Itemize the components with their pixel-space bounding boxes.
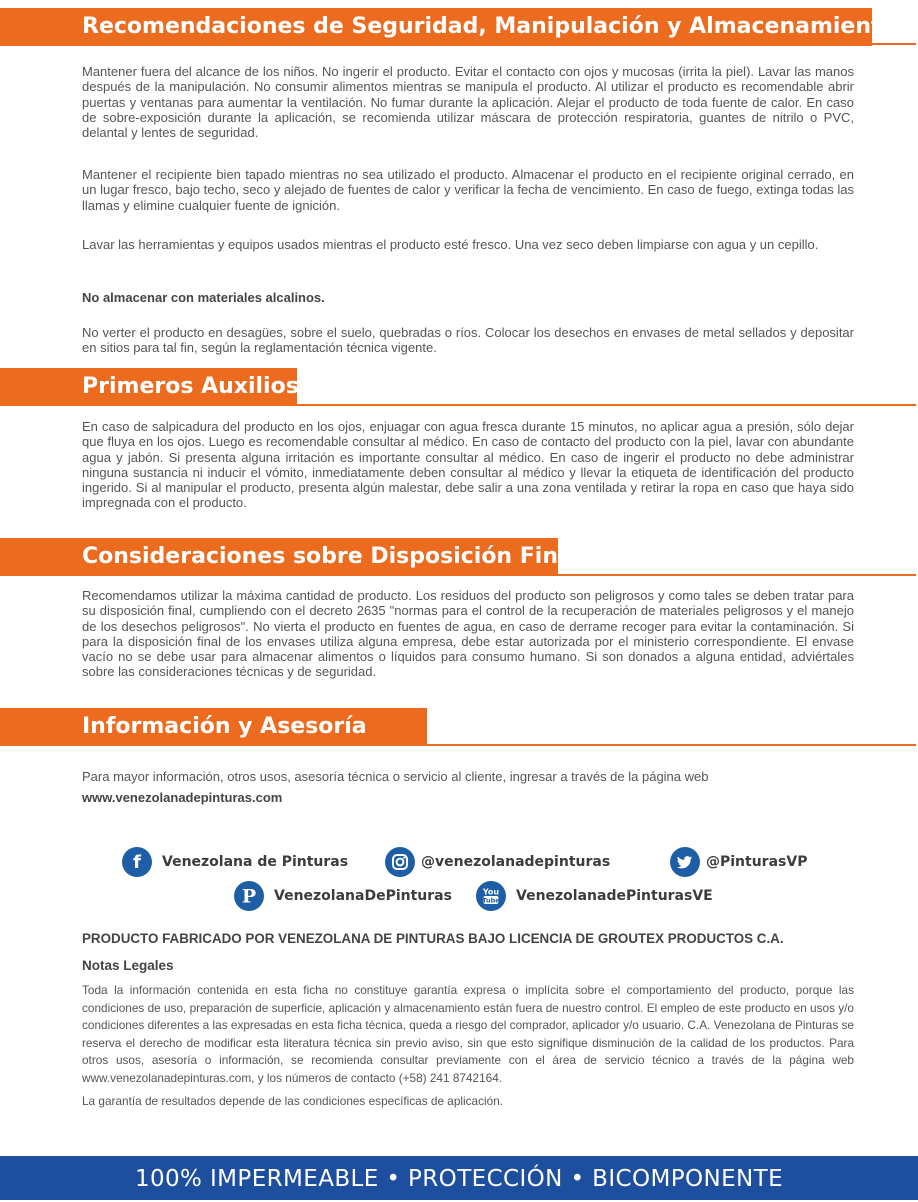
website-link[interactable]: www.venezolanadepinturas.com xyxy=(82,790,283,805)
svg-text:Tube: Tube xyxy=(482,896,500,905)
section-rule-disposicion xyxy=(558,574,916,576)
instagram-label: @venezolanadepinturas xyxy=(421,854,611,870)
footer-text: 100% IMPERMEABLE • PROTECCIÓN • BICOMPONENTE xyxy=(134,1166,784,1192)
producto-licencia: PRODUCTO FABRICADO POR VENEZOLANA DE PINTURAS BAJO LICENCIA DE GROUTEX PRODUCTOS C.A. xyxy=(82,931,784,946)
svg-text:P: P xyxy=(241,885,257,908)
footer-banner xyxy=(0,1156,918,1200)
section-rule-informacion xyxy=(427,744,916,746)
section-rule-auxilios xyxy=(297,404,916,406)
facebook-icon xyxy=(122,847,152,877)
seguridad-paragraph-warning: No almacenar con materiales alcalinos. xyxy=(82,290,325,305)
seguridad-paragraph-5: No verter el producto en desagües, sobre el suelo, quebradas o ríos. Colocar los desechos en envases de metal sellados y depositar en sitios para tal fin, según la reglamentación técnica vigente. xyxy=(82,325,854,356)
social-facebook[interactable] xyxy=(122,847,348,877)
section-rule-seguridad xyxy=(872,43,916,45)
legal-text-garantia: La garantía de resultados depende de las condiciones específicas de aplicación. xyxy=(82,1094,504,1108)
pinterest-icon xyxy=(234,881,264,911)
disposicion-paragraph: Recomendamos utilizar la máxima cantidad de producto. Los residuos del producto son peligrosos y como tales se deben tratar para su disposición final, cumpliendo con el decreto 2635 "normas para el control de la recuperación de materiales peligrosos y el manejo de los desechos peligrosos". No vierta el producto en fuentes de agua, en caso de derrame recoger para evitar la contaminación. Si para la disposición final de los envases utiliza alguna empresa, debe estar autorizada por el ministerio correspondiente. El envase vacío no se debe usar para almacenar alimentos o líquidos para consumo humano. Si son donados a alguna entidad, adviértales sobre las consideraciones técnicas y de seguridad. xyxy=(82,588,854,680)
svg-text:You: You xyxy=(482,887,500,897)
section-title-informacion: Información y Asesoría xyxy=(82,714,367,739)
section-header-disposicion xyxy=(0,538,581,576)
legal-text: Toda la información contenida en esta ficha no constituye garantía expresa o implícita sobre el comportamiento del producto, porque las condiciones de uso, preparación de superficie, aplicación y almacenamiento están fuera de nuestro control. El empleo de este producto en usos y/o condiciones diferentes a las expresadas en esta ficha técnica, queda a riesgo del comprador, aplicador y/o usuario. C.A. Venezolana de Pinturas se reserva el derecho de modificar esta literatura técnica sin previo aviso, sin que esto signifique disminución de la calidad de los productos. Para otros usos, asesoría o información, se recomienda consultar previamente con el área de servicio técnico a través de la página web www.venezolanadepinturas.com, y los números de contacto (+58) 241 8742164. xyxy=(82,983,854,1085)
social-youtube[interactable] xyxy=(476,881,713,911)
legal-title: Notas Legales xyxy=(82,958,174,973)
social-instagram[interactable] xyxy=(385,847,610,877)
section-title-disposicion: Consideraciones sobre Disposición Final xyxy=(82,544,581,569)
twitter-label: @PinturasVP xyxy=(706,854,808,870)
seguridad-paragraph-3: Lavar las herramientas y equipos usados mientras el producto esté fresco. Una vez seco deben limpiarse con agua y un cepillo. xyxy=(82,237,819,252)
social-pinterest[interactable] xyxy=(234,881,452,911)
twitter-icon xyxy=(670,847,700,877)
section-header-auxilios xyxy=(0,368,297,406)
facebook-label: Venezolana de Pinturas xyxy=(162,854,349,870)
section-title-auxilios: Primeros Auxilios xyxy=(82,374,299,399)
section-header-informacion xyxy=(0,708,427,746)
seguridad-paragraph-2: Mantener el recipiente bien tapado mientras no sea utilizado el producto. Almacenar el producto en el recipiente original cerrado, en un lugar fresco, bajo techo, seco y alejado de fuentes de calor y verificar la fecha de vencimiento. En caso de fuego, extinga todas las llamas y elimine cualquier fuente de ignición. xyxy=(82,167,854,213)
instagram-icon xyxy=(385,847,415,877)
youtube-icon xyxy=(476,881,506,911)
auxilios-paragraph: En caso de salpicadura del producto en los ojos, enjuagar con agua fresca durante 15 minutos, no aplicar agua a presión, sólo dejar que fluya en los ojos. Luego es recomendable consultar al médico. En caso de contacto del producto con la piel, lavar con abundante agua y jabón. Si presenta alguna irritación es importante consultar al médico. En caso de ingerir el producto no debe administrar ninguna sustancia ni inducir el vómito, inmediatamente deben consultar al médico y llevar la etiqueta de identificación del producto ingerido. Si al manipular el producto, presenta algún malestar, debe salir a una zona ventilada y retirar la ropa en caso que haya sido impregnada con el producto. xyxy=(82,419,854,511)
social-twitter[interactable] xyxy=(670,847,807,877)
pinterest-label: VenezolanaDePinturas xyxy=(274,888,452,904)
informacion-paragraph: Para mayor información, otros usos, asesoría técnica o servicio al cliente, ingresar a través de la página web xyxy=(82,769,709,784)
section-title-seguridad: Recomendaciones de Seguridad, Manipulación y Almacenamiento xyxy=(82,14,897,39)
section-header-seguridad xyxy=(0,8,897,46)
seguridad-paragraph-1: Mantener fuera del alcance de los niños. No ingerir el producto. Evitar el contacto con ojos y mucosas (irrita la piel). Lavar las manos después de la manipulación. No consumir alimentos mientras se manipula el producto. Al utilizar el producto es recomendable abrir puertas y ventanas para aumentar la ventilación. No fumar durante la aplicación. Alejar el producto de toda fuente de calor. En caso de sobre-exposición durante la aplicación, se recomienda utilizar máscara de protección respiratoria, guantes de nitrilo o PVC, delantal y lentes de seguridad. xyxy=(82,64,854,141)
youtube-label: VenezolanadePinturasVE xyxy=(516,888,713,904)
svg-text:f: f xyxy=(133,852,141,873)
